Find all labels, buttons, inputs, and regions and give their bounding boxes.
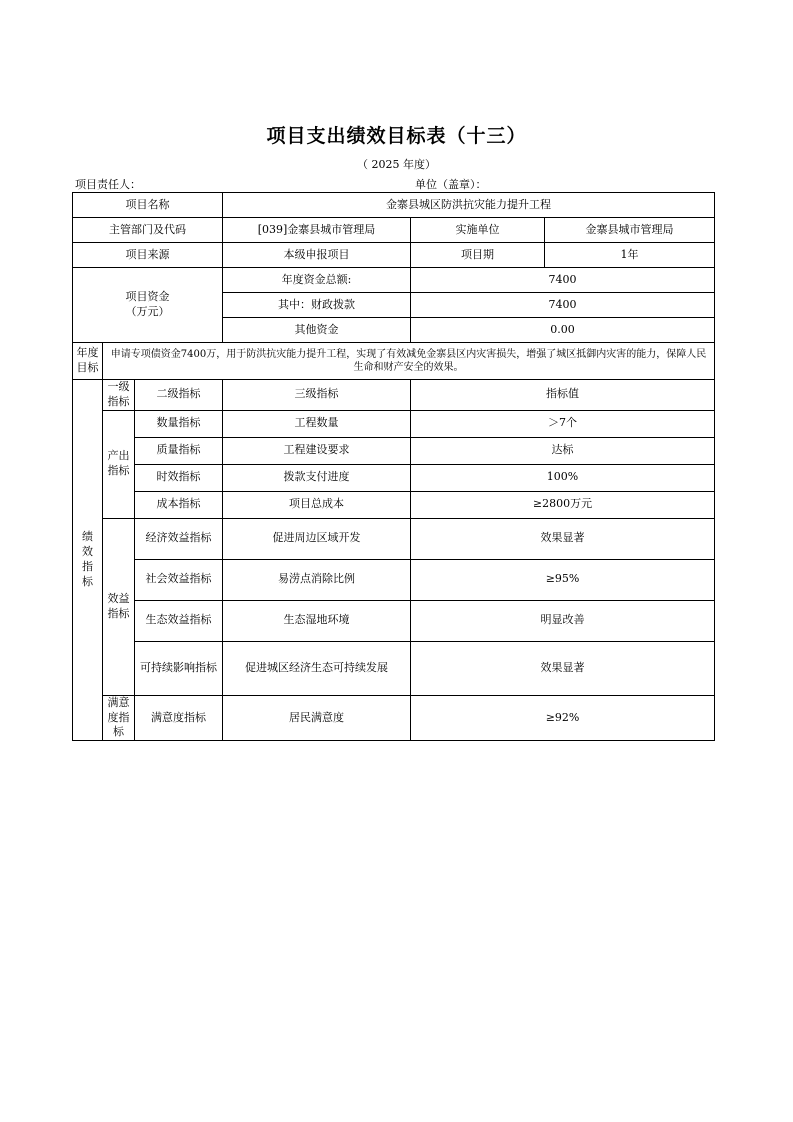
department-label: 主管部门及代码 xyxy=(73,218,223,243)
level3-cell: 生态湿地环境 xyxy=(223,600,411,641)
indicator-value-header: 指标值 xyxy=(411,380,715,411)
indicator-value-cell: ＞7个 xyxy=(411,410,715,437)
level2-cell: 时效指标 xyxy=(135,464,223,491)
fund-total-value: 7400 xyxy=(411,268,715,293)
level3-cell: 工程数量 xyxy=(223,410,411,437)
level2-cell: 质量指标 xyxy=(135,437,223,464)
level2-cell: 社会效益指标 xyxy=(135,559,223,600)
level2-header: 二级指标 xyxy=(135,380,223,411)
table-row xyxy=(73,600,715,641)
table-row xyxy=(73,410,715,437)
performance-indicator-label: 绩 效 指 标 xyxy=(73,380,103,741)
table-row xyxy=(73,491,715,518)
project-name-row xyxy=(73,193,715,218)
indicator-header-row xyxy=(73,380,715,411)
project-name-label: 项目名称 xyxy=(73,193,223,218)
table-row xyxy=(73,437,715,464)
indicator-value-cell: 100% xyxy=(411,464,715,491)
project-source-label: 项目来源 xyxy=(73,243,223,268)
level3-cell: 促进城区经济生态可持续发展 xyxy=(223,641,411,695)
department-row xyxy=(73,218,715,243)
indicator-value-cell: 达标 xyxy=(411,437,715,464)
table-row xyxy=(73,641,715,695)
performance-table xyxy=(72,192,715,741)
benefit-indicator-label: 效益 指标 xyxy=(103,518,135,695)
level3-cell: 拨款支付进度 xyxy=(223,464,411,491)
level3-cell: 工程建设要求 xyxy=(223,437,411,464)
indicator-value-cell: ≥92% xyxy=(411,695,715,741)
year-line: （ 2025 年度） xyxy=(357,158,436,171)
indicator-value-cell: 效果显著 xyxy=(411,641,715,695)
project-period-label: 项目期 xyxy=(411,243,545,268)
level2-cell: 数量指标 xyxy=(135,410,223,437)
fund-other-label: 其他资金 xyxy=(223,318,411,343)
project-fund-label: 项目资金 （万元） xyxy=(73,268,223,343)
annual-goal-row xyxy=(73,343,715,380)
level3-cell: 项目总成本 xyxy=(223,491,411,518)
level2-cell: 经济效益指标 xyxy=(135,518,223,559)
fund-total-label: 年度资金总额: xyxy=(223,268,411,293)
satisfaction-indicator-label: 满意 度指 标 xyxy=(103,695,135,741)
level2-cell: 生态效益指标 xyxy=(135,600,223,641)
implementing-unit-value: 金寨县城市管理局 xyxy=(545,218,715,243)
fund-fiscal-label: 其中：财政拨款 xyxy=(223,293,411,318)
table-row xyxy=(73,559,715,600)
level2-cell: 成本指标 xyxy=(135,491,223,518)
output-indicator-label: 产出 指标 xyxy=(103,410,135,518)
indicator-value-cell: 效果显著 xyxy=(411,518,715,559)
fund-total-row xyxy=(73,268,715,293)
unit-seal-label: 单位（盖章）： xyxy=(415,178,487,191)
department-value: [039]金寨县城市管理局 xyxy=(223,218,411,243)
responsible-label: 项目责任人： xyxy=(75,178,141,191)
source-row xyxy=(73,243,715,268)
page-title: 项目支出绩效目标表（十三） xyxy=(266,125,527,147)
table-row xyxy=(73,695,715,741)
indicator-value-cell: 明显改善 xyxy=(411,600,715,641)
project-source-value: 本级申报项目 xyxy=(223,243,411,268)
annual-goal-text: 申请专项债资金7400万，用于防洪抗灾能力提升工程，实现了有效减免金寨县区内灾害损失，增强了城区抵御内灾害的能力，保障人民生命和财产安全的效果。 xyxy=(103,343,715,380)
project-period-value: 1年 xyxy=(545,243,715,268)
annual-goal-label: 年度 目标 xyxy=(73,343,103,380)
indicator-value-cell: ≥2800万元 xyxy=(411,491,715,518)
indicator-value-cell: ≥95% xyxy=(411,559,715,600)
level2-cell: 满意度指标 xyxy=(135,695,223,741)
project-name-value: 金寨县城区防洪抗灾能力提升工程 xyxy=(223,193,715,218)
level3-cell: 居民满意度 xyxy=(223,695,411,741)
level3-cell: 易涝点消除比例 xyxy=(223,559,411,600)
fund-fiscal-value: 7400 xyxy=(411,293,715,318)
fund-other-value: 0.00 xyxy=(411,318,715,343)
level3-header: 三级指标 xyxy=(223,380,411,411)
level1-header: 一级 指标 xyxy=(103,380,135,411)
table-row xyxy=(73,464,715,491)
level2-cell: 可持续影响指标 xyxy=(135,641,223,695)
implementing-unit-label: 实施单位 xyxy=(411,218,545,243)
level3-cell: 促进周边区域开发 xyxy=(223,518,411,559)
table-row xyxy=(73,518,715,559)
